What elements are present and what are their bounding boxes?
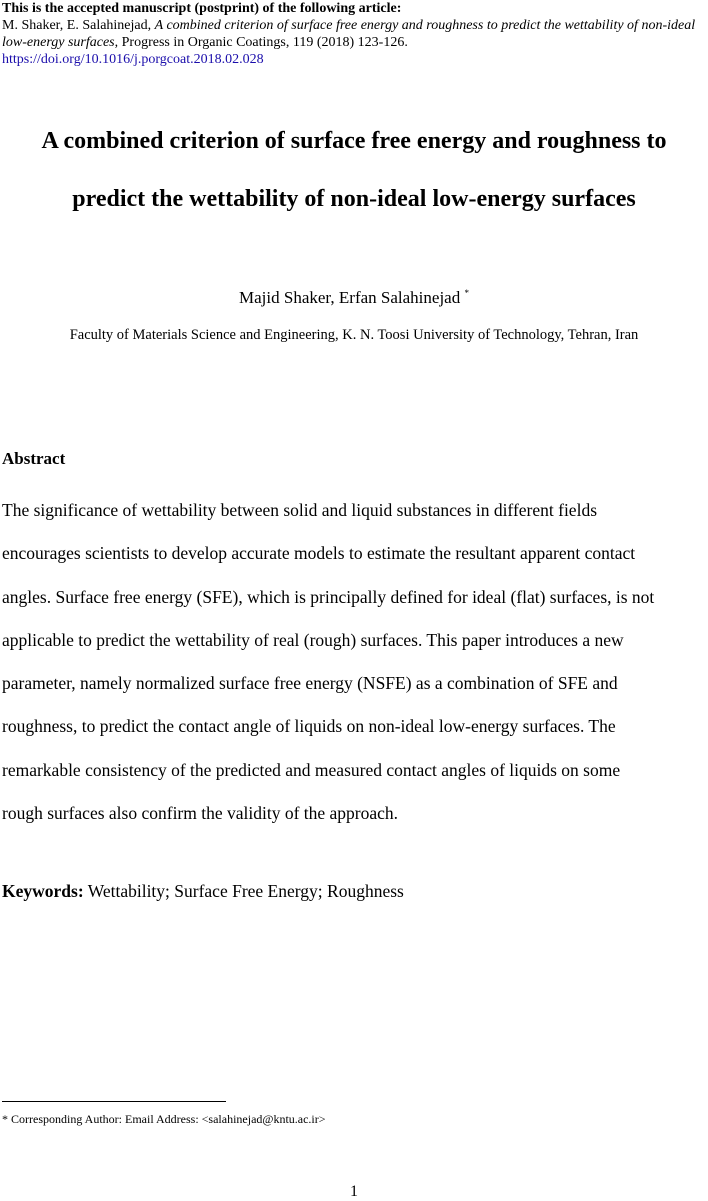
abstract-line: applicable to predict the wettability of real (rough) surfaces. This paper introduces a new <box>2 629 624 650</box>
doi-link[interactable]: https://doi.org/10.1016/j.porgcoat.2018.02.028 <box>2 52 264 67</box>
author-names: Majid Shaker, Erfan Salahinejad <box>239 288 461 307</box>
abstract-line: angles. Surface free energy (SFE), which is principally defined for ideal (flat) surfaces, is not <box>2 586 655 607</box>
keywords-text: Wettability; Surface Free Energy; Roughness <box>83 881 404 901</box>
citation-source: , Progress in Organic Coatings, 119 (2018) 123-126. <box>114 35 408 50</box>
abstract-body <box>2 489 706 835</box>
paper-title <box>0 112 708 228</box>
abstract-heading: Abstract <box>2 449 66 468</box>
affiliation: Faculty of Materials Science and Engineering, K. N. Toosi University of Technology, Tehran, Iran <box>69 327 639 343</box>
postprint-notice <box>2 0 706 68</box>
keywords <box>2 880 404 902</box>
paper-title-line-1: A combined criterion of surface free energy and roughness to <box>41 128 667 154</box>
corresponding-author-footnote: * Corresponding Author: Email Address: <salahinejad@kntu.ac.ir> <box>2 1112 326 1126</box>
abstract-line: remarkable consistency of the predicted and measured contact angles of liquids on some <box>2 759 621 780</box>
keywords-label: Keywords: <box>2 881 84 901</box>
postprint-notice-heading: This is the accepted manuscript (postprint) of the following article: <box>2 1 402 16</box>
footnote-divider <box>2 1101 226 1102</box>
abstract-line: The significance of wettability between solid and liquid substances in different fields <box>2 500 597 520</box>
paper-title-line-2: predict the wettability of non-ideal low-energy surfaces <box>72 186 636 212</box>
abstract-line: encourages scientists to develop accurate models to estimate the resultant apparent contact <box>2 543 636 564</box>
citation <box>2 17 706 51</box>
author-list <box>0 283 708 308</box>
abstract-line: parameter, namely normalized surface free energy (NSFE) as a combination of SFE and <box>2 673 618 694</box>
citation-authors: M. Shaker, E. Salahinejad, <box>2 18 155 33</box>
abstract-line: rough surfaces also confirm the validity of the approach. <box>2 803 399 824</box>
corresponding-author-mark: * <box>464 288 469 298</box>
page-number: 1 <box>350 1183 358 1200</box>
citation-title: A combined criterion of surface free energy and roughness to predict the wettability of non-ideal low-energy surfaces <box>2 18 696 50</box>
abstract-line: roughness, to predict the contact angle of liquids on non-ideal low-energy surfaces. The <box>2 716 616 737</box>
